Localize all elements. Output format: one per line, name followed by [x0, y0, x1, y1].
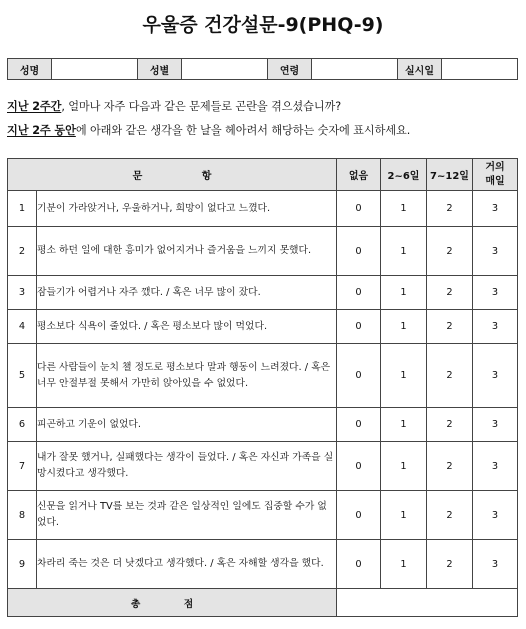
question-number: 8 — [8, 491, 37, 540]
option-7-12-days[interactable]: 2 — [427, 344, 473, 408]
option-nearly-every-day[interactable]: 3 — [473, 191, 518, 227]
question-number: 5 — [8, 344, 37, 408]
question-text: 내가 잘못 했거나, 실패했다는 생각이 들었다. / 혹은 자신과 가족을 실망시켰다고 생각했다. — [37, 442, 337, 491]
page-title: 우울증 건강설문-9(PHQ-9) — [142, 14, 384, 36]
question-text: 잠들기가 어렵거나 자주 깼다. / 혹은 너무 많이 잤다. — [37, 276, 337, 310]
question-number: 9 — [8, 540, 37, 589]
question-text: 차라리 죽는 것은 더 낫겠다고 생각했다. / 혹은 자해할 생각을 했다. — [37, 540, 337, 589]
option-2-6-days[interactable]: 1 — [381, 408, 427, 442]
option-nearly-every-day[interactable]: 3 — [473, 540, 518, 589]
instruction-line-2 — [7, 122, 410, 138]
option-none[interactable]: 0 — [337, 344, 381, 408]
instruction-text-1: , 얼마나 자주 다음과 같은 문제들로 곤란을 겪으셨습니까? — [61, 100, 342, 113]
age-field[interactable] — [312, 59, 398, 80]
option-nearly-every-day[interactable]: 3 — [473, 344, 518, 408]
option-7-12-days[interactable]: 2 — [427, 227, 473, 276]
name-field[interactable] — [52, 59, 138, 80]
total-score-field[interactable] — [337, 589, 518, 617]
respondent-info — [7, 58, 518, 80]
option-none[interactable]: 0 — [337, 191, 381, 227]
header-none: 없음 — [337, 159, 381, 191]
question-text: 신문을 읽거나 TV를 보는 것과 같은 일상적인 일에도 집중할 수가 없었다. — [37, 491, 337, 540]
instruction-line-1 — [7, 98, 341, 114]
table-row — [8, 491, 518, 540]
table-row — [8, 227, 518, 276]
header-2-6-days: 2~6일 — [381, 159, 427, 191]
table-row — [8, 310, 518, 344]
sex-field[interactable] — [182, 59, 268, 80]
option-nearly-every-day[interactable]: 3 — [473, 491, 518, 540]
option-2-6-days[interactable]: 1 — [381, 310, 427, 344]
option-none[interactable]: 0 — [337, 276, 381, 310]
option-7-12-days[interactable]: 2 — [427, 491, 473, 540]
table-row — [8, 540, 518, 589]
table-row — [8, 344, 518, 408]
option-nearly-every-day[interactable]: 3 — [473, 276, 518, 310]
question-text: 피곤하고 기운이 없었다. — [37, 408, 337, 442]
option-7-12-days[interactable]: 2 — [427, 276, 473, 310]
question-text: 다른 사람들이 눈치 챌 정도로 평소보다 말과 행동이 느려졌다. / 혹은 너무 안절부절 못해서 가만히 앉아있을 수 없었다. — [37, 344, 337, 408]
option-none[interactable]: 0 — [337, 442, 381, 491]
option-none[interactable]: 0 — [337, 227, 381, 276]
date-label: 실시일 — [398, 59, 442, 80]
option-nearly-every-day[interactable]: 3 — [473, 227, 518, 276]
header-question: 문 항 — [8, 159, 337, 191]
instruction-period-2: 지난 2주 동안 — [7, 124, 76, 137]
option-7-12-days[interactable]: 2 — [427, 191, 473, 227]
instruction-text-2: 에 아래와 같은 생각을 한 날을 헤아려서 해당하는 숫자에 표시하세요. — [75, 124, 411, 137]
option-7-12-days[interactable]: 2 — [427, 442, 473, 491]
total-label: 총 점 — [8, 589, 337, 617]
date-field[interactable] — [442, 59, 518, 80]
option-none[interactable]: 0 — [337, 491, 381, 540]
table-header-row — [8, 159, 518, 191]
option-2-6-days[interactable]: 1 — [381, 191, 427, 227]
question-text: 평소 하던 일에 대한 흥미가 없어지거나 즐거움을 느끼지 못했다. — [37, 227, 337, 276]
option-2-6-days[interactable]: 1 — [381, 344, 427, 408]
option-7-12-days[interactable]: 2 — [427, 408, 473, 442]
option-none[interactable]: 0 — [337, 408, 381, 442]
question-number: 7 — [8, 442, 37, 491]
total-row — [8, 589, 518, 617]
question-number: 3 — [8, 276, 37, 310]
option-7-12-days[interactable]: 2 — [427, 540, 473, 589]
option-2-6-days[interactable]: 1 — [381, 442, 427, 491]
header-7-12-days: 7~12일 — [427, 159, 473, 191]
option-7-12-days[interactable]: 2 — [427, 310, 473, 344]
option-nearly-every-day[interactable]: 3 — [473, 408, 518, 442]
question-text: 평소보다 식욕이 줄었다. / 혹은 평소보다 많이 먹었다. — [37, 310, 337, 344]
question-text: 기분이 가라앉거나, 우울하거나, 희망이 없다고 느꼈다. — [37, 191, 337, 227]
option-2-6-days[interactable]: 1 — [381, 491, 427, 540]
header-nearly-every-day: 거의 매일 — [473, 159, 518, 191]
age-label: 연령 — [268, 59, 312, 80]
phq9-table — [7, 158, 518, 617]
option-none[interactable]: 0 — [337, 310, 381, 344]
table-row — [8, 191, 518, 227]
question-number: 6 — [8, 408, 37, 442]
name-label: 성명 — [8, 59, 52, 80]
question-number: 2 — [8, 227, 37, 276]
question-number: 4 — [8, 310, 37, 344]
option-2-6-days[interactable]: 1 — [381, 540, 427, 589]
option-nearly-every-day[interactable]: 3 — [473, 310, 518, 344]
table-row — [8, 408, 518, 442]
option-none[interactable]: 0 — [337, 540, 381, 589]
question-number: 1 — [8, 191, 37, 227]
table-row — [8, 276, 518, 310]
option-2-6-days[interactable]: 1 — [381, 227, 427, 276]
table-row — [8, 442, 518, 491]
option-nearly-every-day[interactable]: 3 — [473, 442, 518, 491]
sex-label: 성별 — [138, 59, 182, 80]
option-2-6-days[interactable]: 1 — [381, 276, 427, 310]
instruction-period-1: 지난 2주간 — [7, 100, 62, 113]
